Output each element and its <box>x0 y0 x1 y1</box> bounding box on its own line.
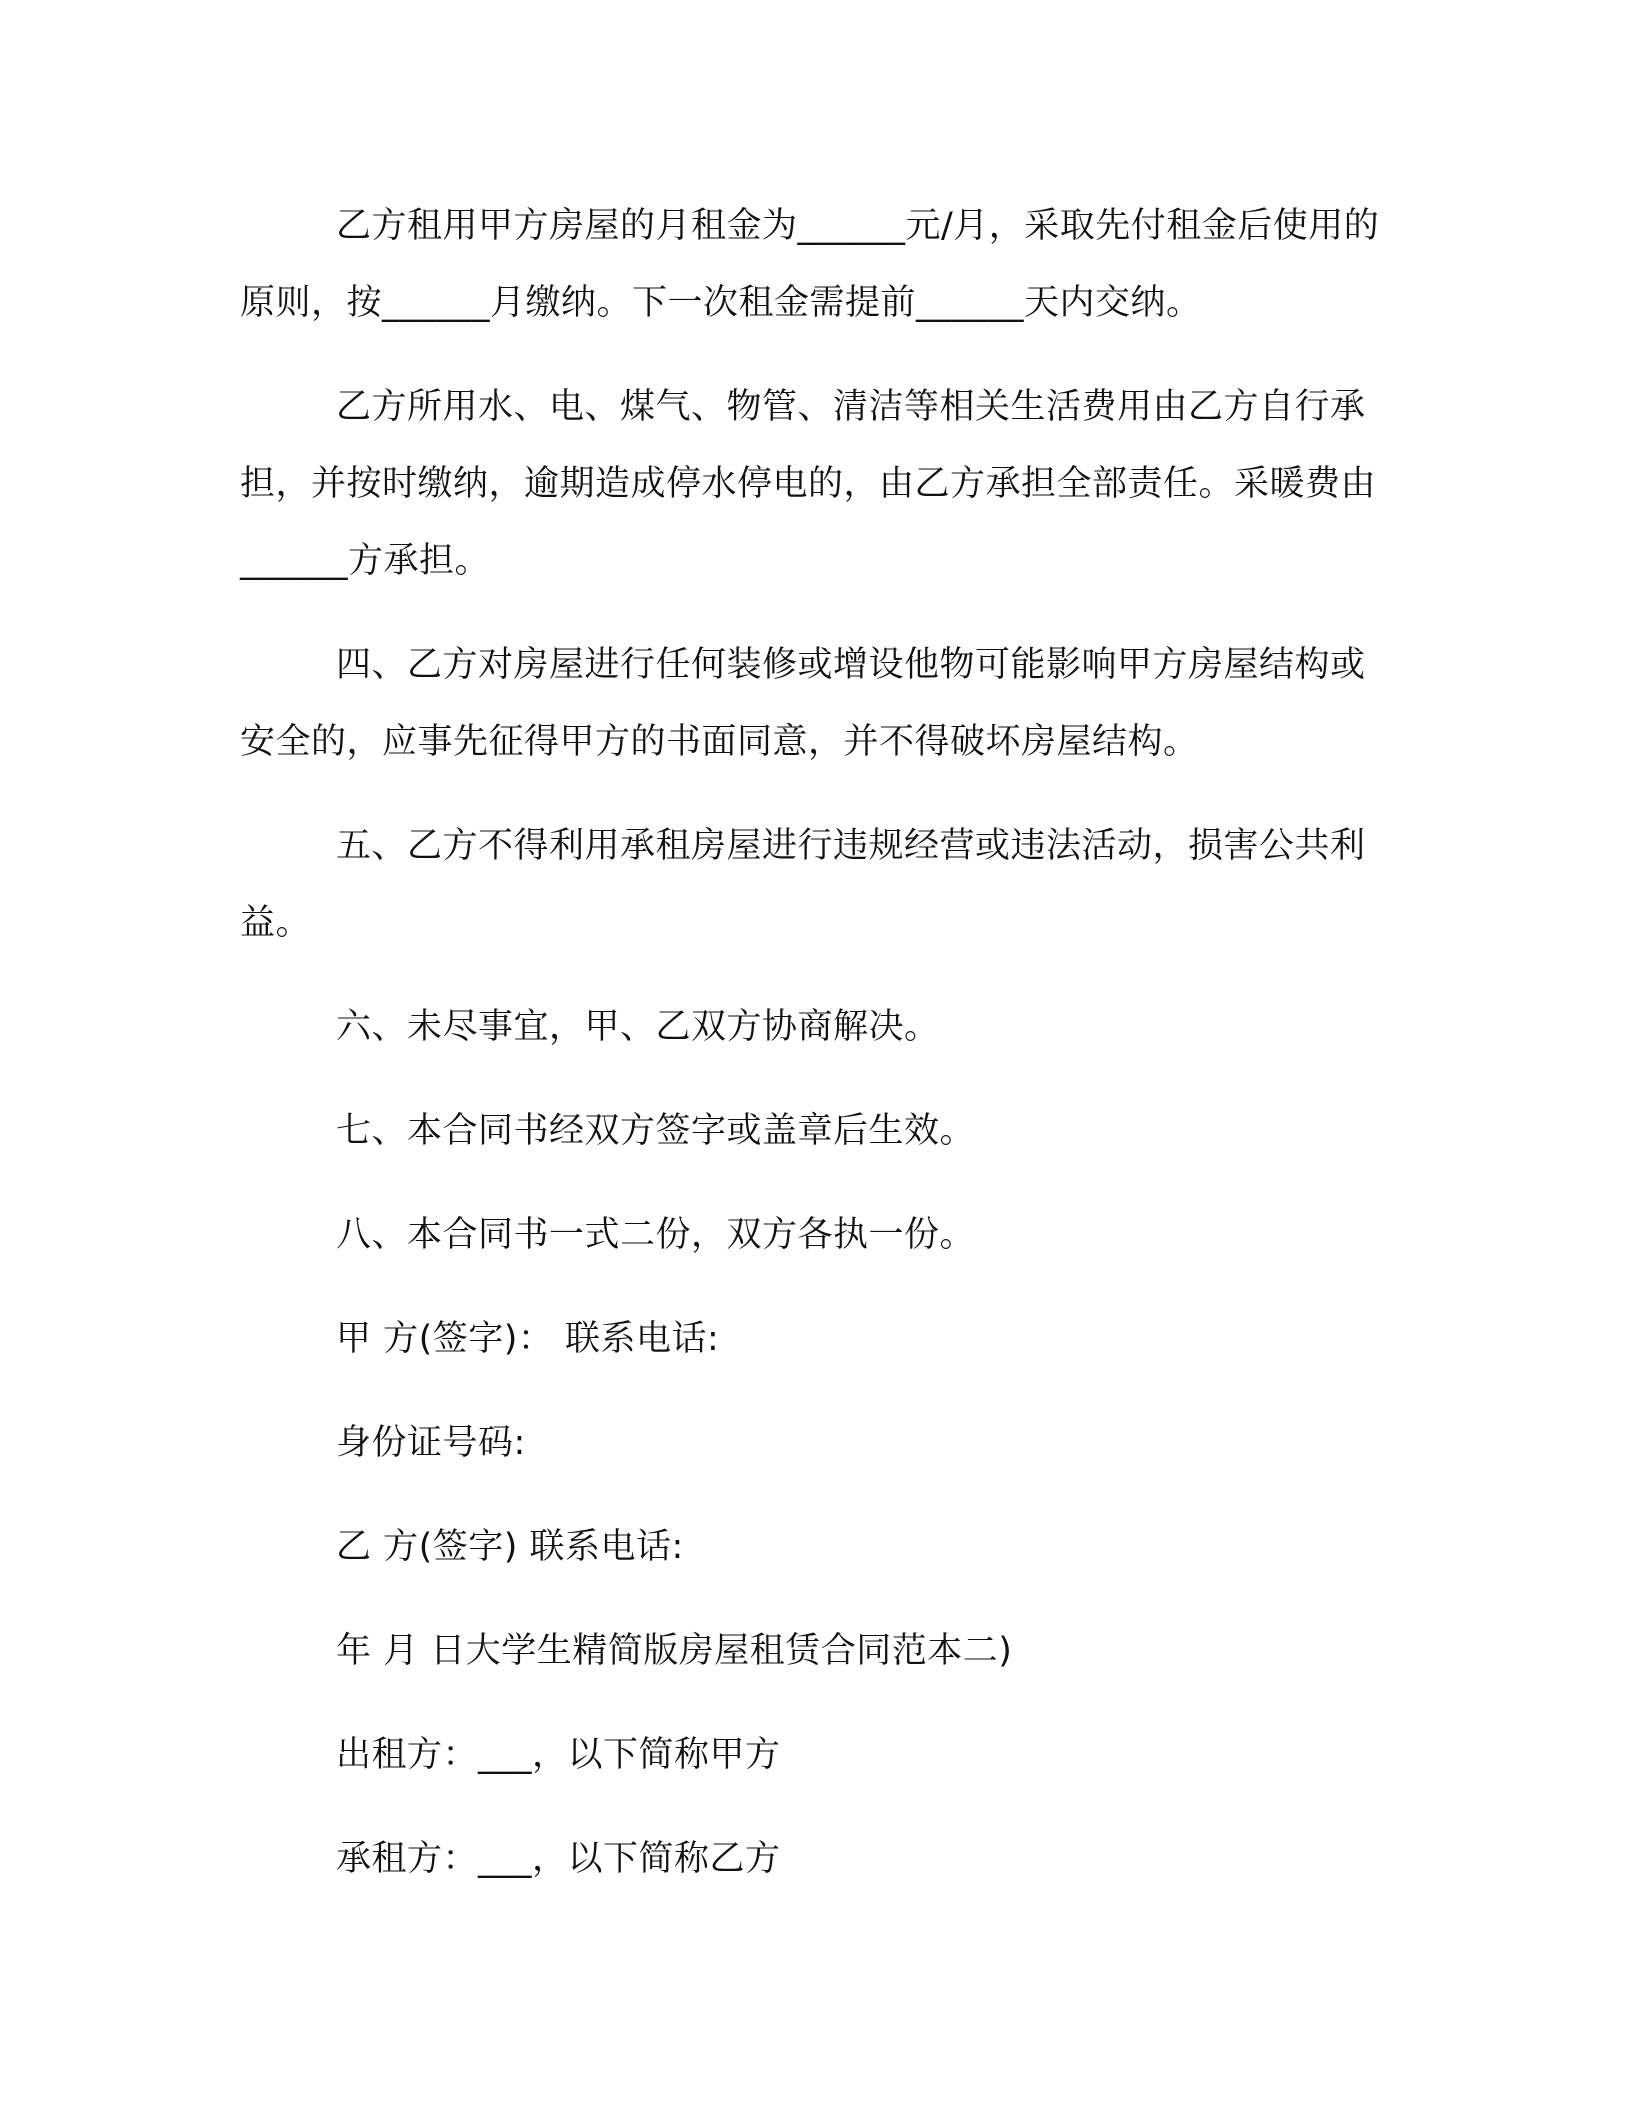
date-and-title-line: 年 月 日大学生精简版房屋租赁合同范本二) <box>336 1631 1013 1671</box>
party-b-signature-line: 乙 方(签字) 联系电话: <box>336 1527 684 1567</box>
id-number-line: 身份证号码: <box>336 1423 526 1463</box>
lessor-line: 出租方：___，以下简称甲方 <box>336 1735 781 1775</box>
clause-6-paragraph: 六、未尽事宜，甲、乙双方协商解决。 <box>336 1007 940 1047</box>
clause-8-paragraph: 八、本合同书一式二份，双方各执一份。 <box>336 1215 976 1255</box>
party-a-signature-line: 甲 方(签字)： 联系电话: <box>336 1319 720 1359</box>
clause-4-paragraph: 四、乙方对房屋进行任何装修或增设他物可能影响甲方房屋结构或安全的，应事先征得甲方的书面同意，并不得破坏房屋结构。 <box>240 645 1366 762</box>
rent-paragraph: 乙方租用甲方房屋的月租金为______元/月，采取先付租金后使用的原则，按______月缴纳。下一次租金需提前______天内交纳。 <box>240 206 1380 323</box>
utilities-paragraph: 乙方所用水、电、煤气、物管、清洁等相关生活费用由乙方自行承担，并按时缴纳，逾期造成停水停电的，由乙方承担全部责任。采暖费由______方承担。 <box>240 387 1377 581</box>
document-body <box>240 188 1390 1925</box>
clause-5-paragraph: 五、乙方不得利用承租房屋进行违规经营或违法活动，损害公共利益。 <box>240 826 1366 943</box>
clause-7-paragraph: 七、本合同书经双方签字或盖章后生效。 <box>336 1111 976 1151</box>
lessee-line: 承租方：___，以下简称乙方 <box>336 1839 781 1879</box>
